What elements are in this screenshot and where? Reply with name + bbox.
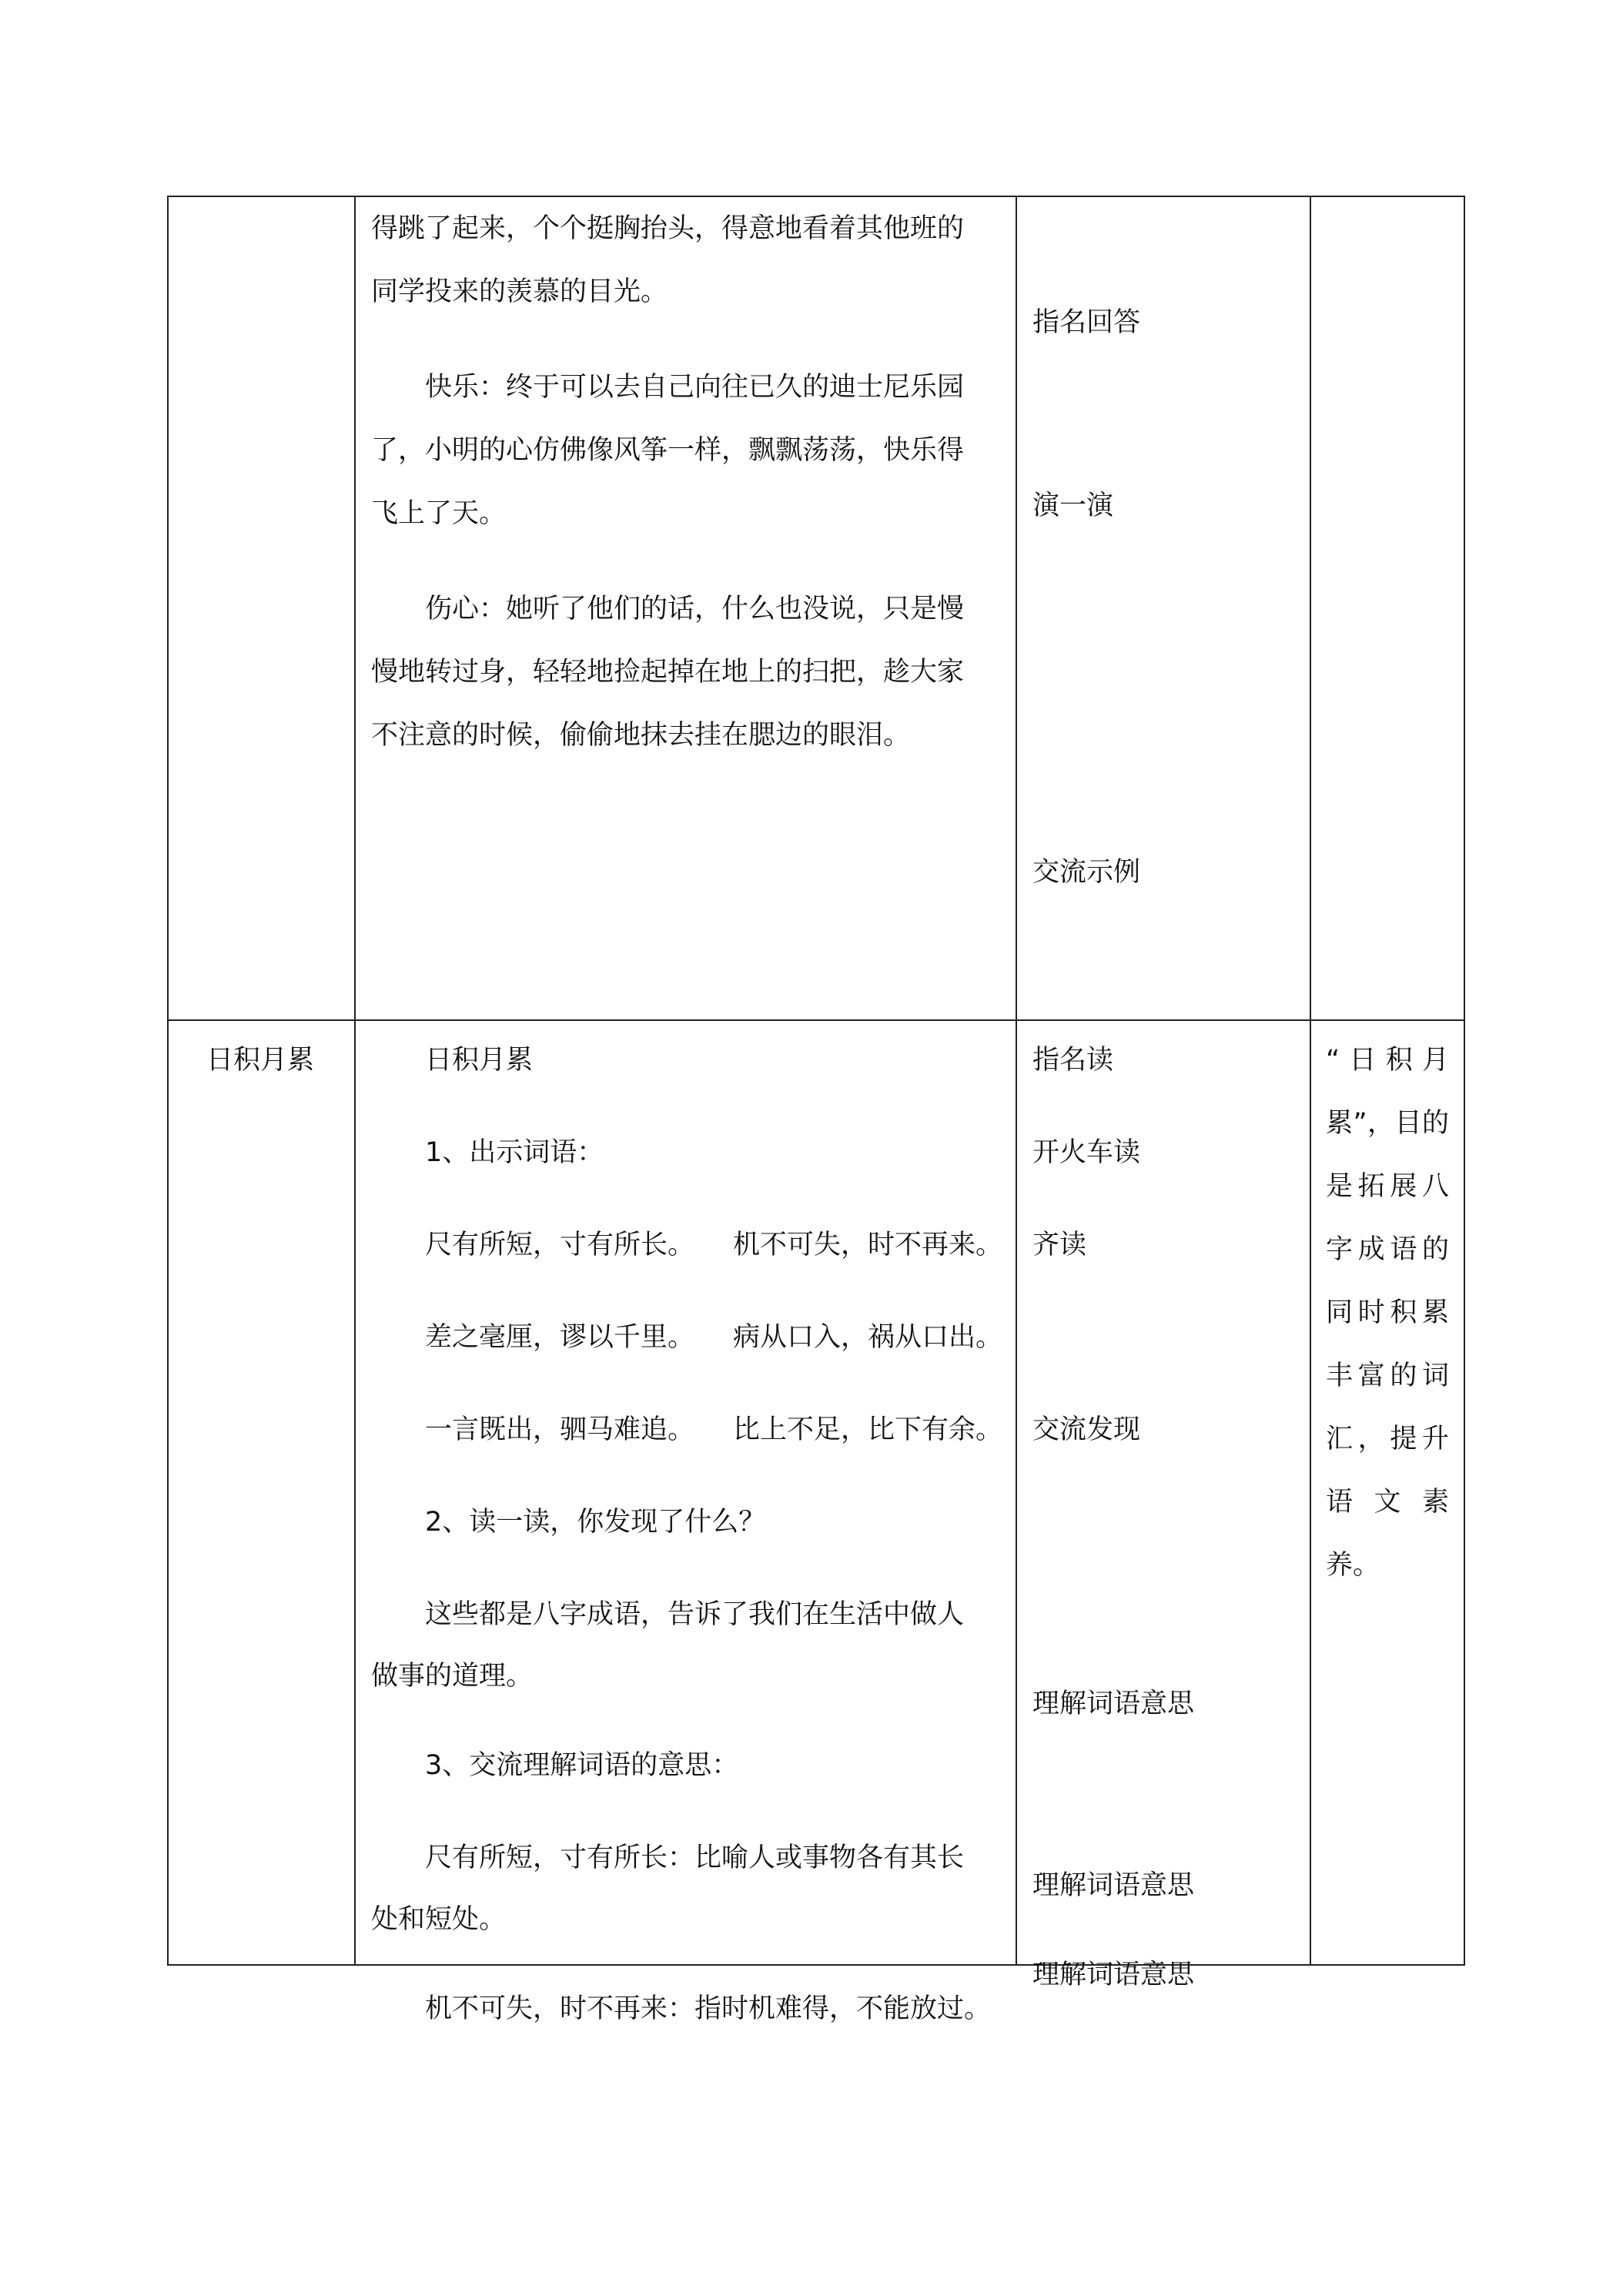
idiom: 尺有所短，寸有所长。 <box>425 1230 695 1260</box>
activity-label: 指名读 <box>1032 1045 1114 1076</box>
table-border-bottom <box>167 1964 1465 1966</box>
row2-objective-cell <box>1326 1043 1449 1611</box>
text-line: 伤心：她听了他们的话，什么也没说，只是慢 <box>425 594 965 624</box>
row1-paragraph-3-line3 <box>371 718 910 753</box>
text-line: 得跳了起来，个个挺胸抬头，得意地看着其他班的 <box>371 213 965 244</box>
idiom: 比上不足，比下有余。 <box>733 1414 1003 1445</box>
row1-paragraph-1 <box>371 211 964 246</box>
objective-line: 丰富的词 <box>1326 1361 1449 1391</box>
objective-line: 语文素 <box>1326 1487 1449 1518</box>
meaning-text: 机不可失，时不再来：指时机难得，不能放过。 <box>425 1993 992 2024</box>
step-3-label: 3、交流理解词语的意思： <box>425 1750 739 1781</box>
objective-line: 是拓展八 <box>1326 1171 1449 1202</box>
text-line: 了，小明的心仿佛像风筝一样，飘飘荡荡，快乐得 <box>371 435 965 466</box>
section-title: 日积月累 <box>206 1045 315 1076</box>
activity-label: 交流示例 <box>1032 857 1141 888</box>
activity-label: 理解词语意思 <box>1032 1870 1195 1901</box>
row1-paragraph-3-line2 <box>371 654 964 690</box>
row1-paragraph-2-line2 <box>371 433 964 468</box>
meaning-text: 处和短处。 <box>371 1904 507 1935</box>
content-heading: 日积月累 <box>425 1045 534 1076</box>
row1-paragraph-2-line3 <box>371 496 506 531</box>
row1-paragraph-1-line2 <box>371 274 668 310</box>
text-line: 飞上了天。 <box>371 498 507 529</box>
objective-line: 累”，目的 <box>1326 1108 1449 1139</box>
idiom: 差之毫厘，谬以千里。 <box>425 1322 695 1353</box>
idiom: 一言既出，驷马难追。 <box>425 1414 695 1445</box>
activity-label: 齐读 <box>1032 1230 1087 1260</box>
table-border-left <box>167 196 169 1966</box>
activity-label: 理解词语意思 <box>1032 1689 1195 1719</box>
table-column-divider-1 <box>354 196 356 1966</box>
idiom: 病从口入，祸从口出。 <box>733 1322 1003 1353</box>
table-row-divider <box>167 1019 1465 1021</box>
objective-line: 字成语的 <box>1326 1234 1449 1265</box>
row1-paragraph-3 <box>425 591 964 627</box>
objective-line: 养。 <box>1326 1550 1380 1581</box>
row1-paragraph-2 <box>425 370 964 405</box>
objective-line: “日积月 <box>1326 1045 1449 1076</box>
table-column-divider-2 <box>1016 196 1017 1966</box>
meaning-text: 尺有所短，寸有所长：比喻人或事物各有其长 <box>425 1842 965 1873</box>
table-border-right <box>1464 196 1465 1966</box>
activity-label: 演一演 <box>1032 490 1114 521</box>
idiom: 机不可失，时不再来。 <box>733 1230 1003 1260</box>
objective-line: 汇，提升 <box>1326 1424 1449 1454</box>
step-1-label: 1、出示词语： <box>425 1137 604 1168</box>
text-line: 不注意的时候，偷偷地抹去挂在腮边的眼泪。 <box>371 720 911 751</box>
activity-label: 交流发现 <box>1032 1414 1141 1445</box>
step-2-label: 2、读一读，你发现了什么？ <box>425 1507 766 1538</box>
text-line: 同学投来的羡慕的目光。 <box>371 276 668 307</box>
activity-label: 指名回答 <box>1032 307 1141 338</box>
discovery-text: 做事的道理。 <box>371 1661 534 1692</box>
table-column-divider-3 <box>1310 196 1311 1966</box>
text-line: 慢地转过身，轻轻地捡起掉在地上的扫把，趁大家 <box>371 657 965 688</box>
table-border-top <box>167 196 1465 197</box>
discovery-text: 这些都是八字成语，告诉了我们在生活中做人 <box>425 1599 965 1630</box>
text-line: 快乐：终于可以去自己向往已久的迪士尼乐园 <box>425 372 965 403</box>
activity-label: 理解词语意思 <box>1032 1960 1195 1990</box>
objective-line: 同时积累 <box>1326 1297 1449 1328</box>
activity-label: 开火车读 <box>1032 1137 1141 1168</box>
